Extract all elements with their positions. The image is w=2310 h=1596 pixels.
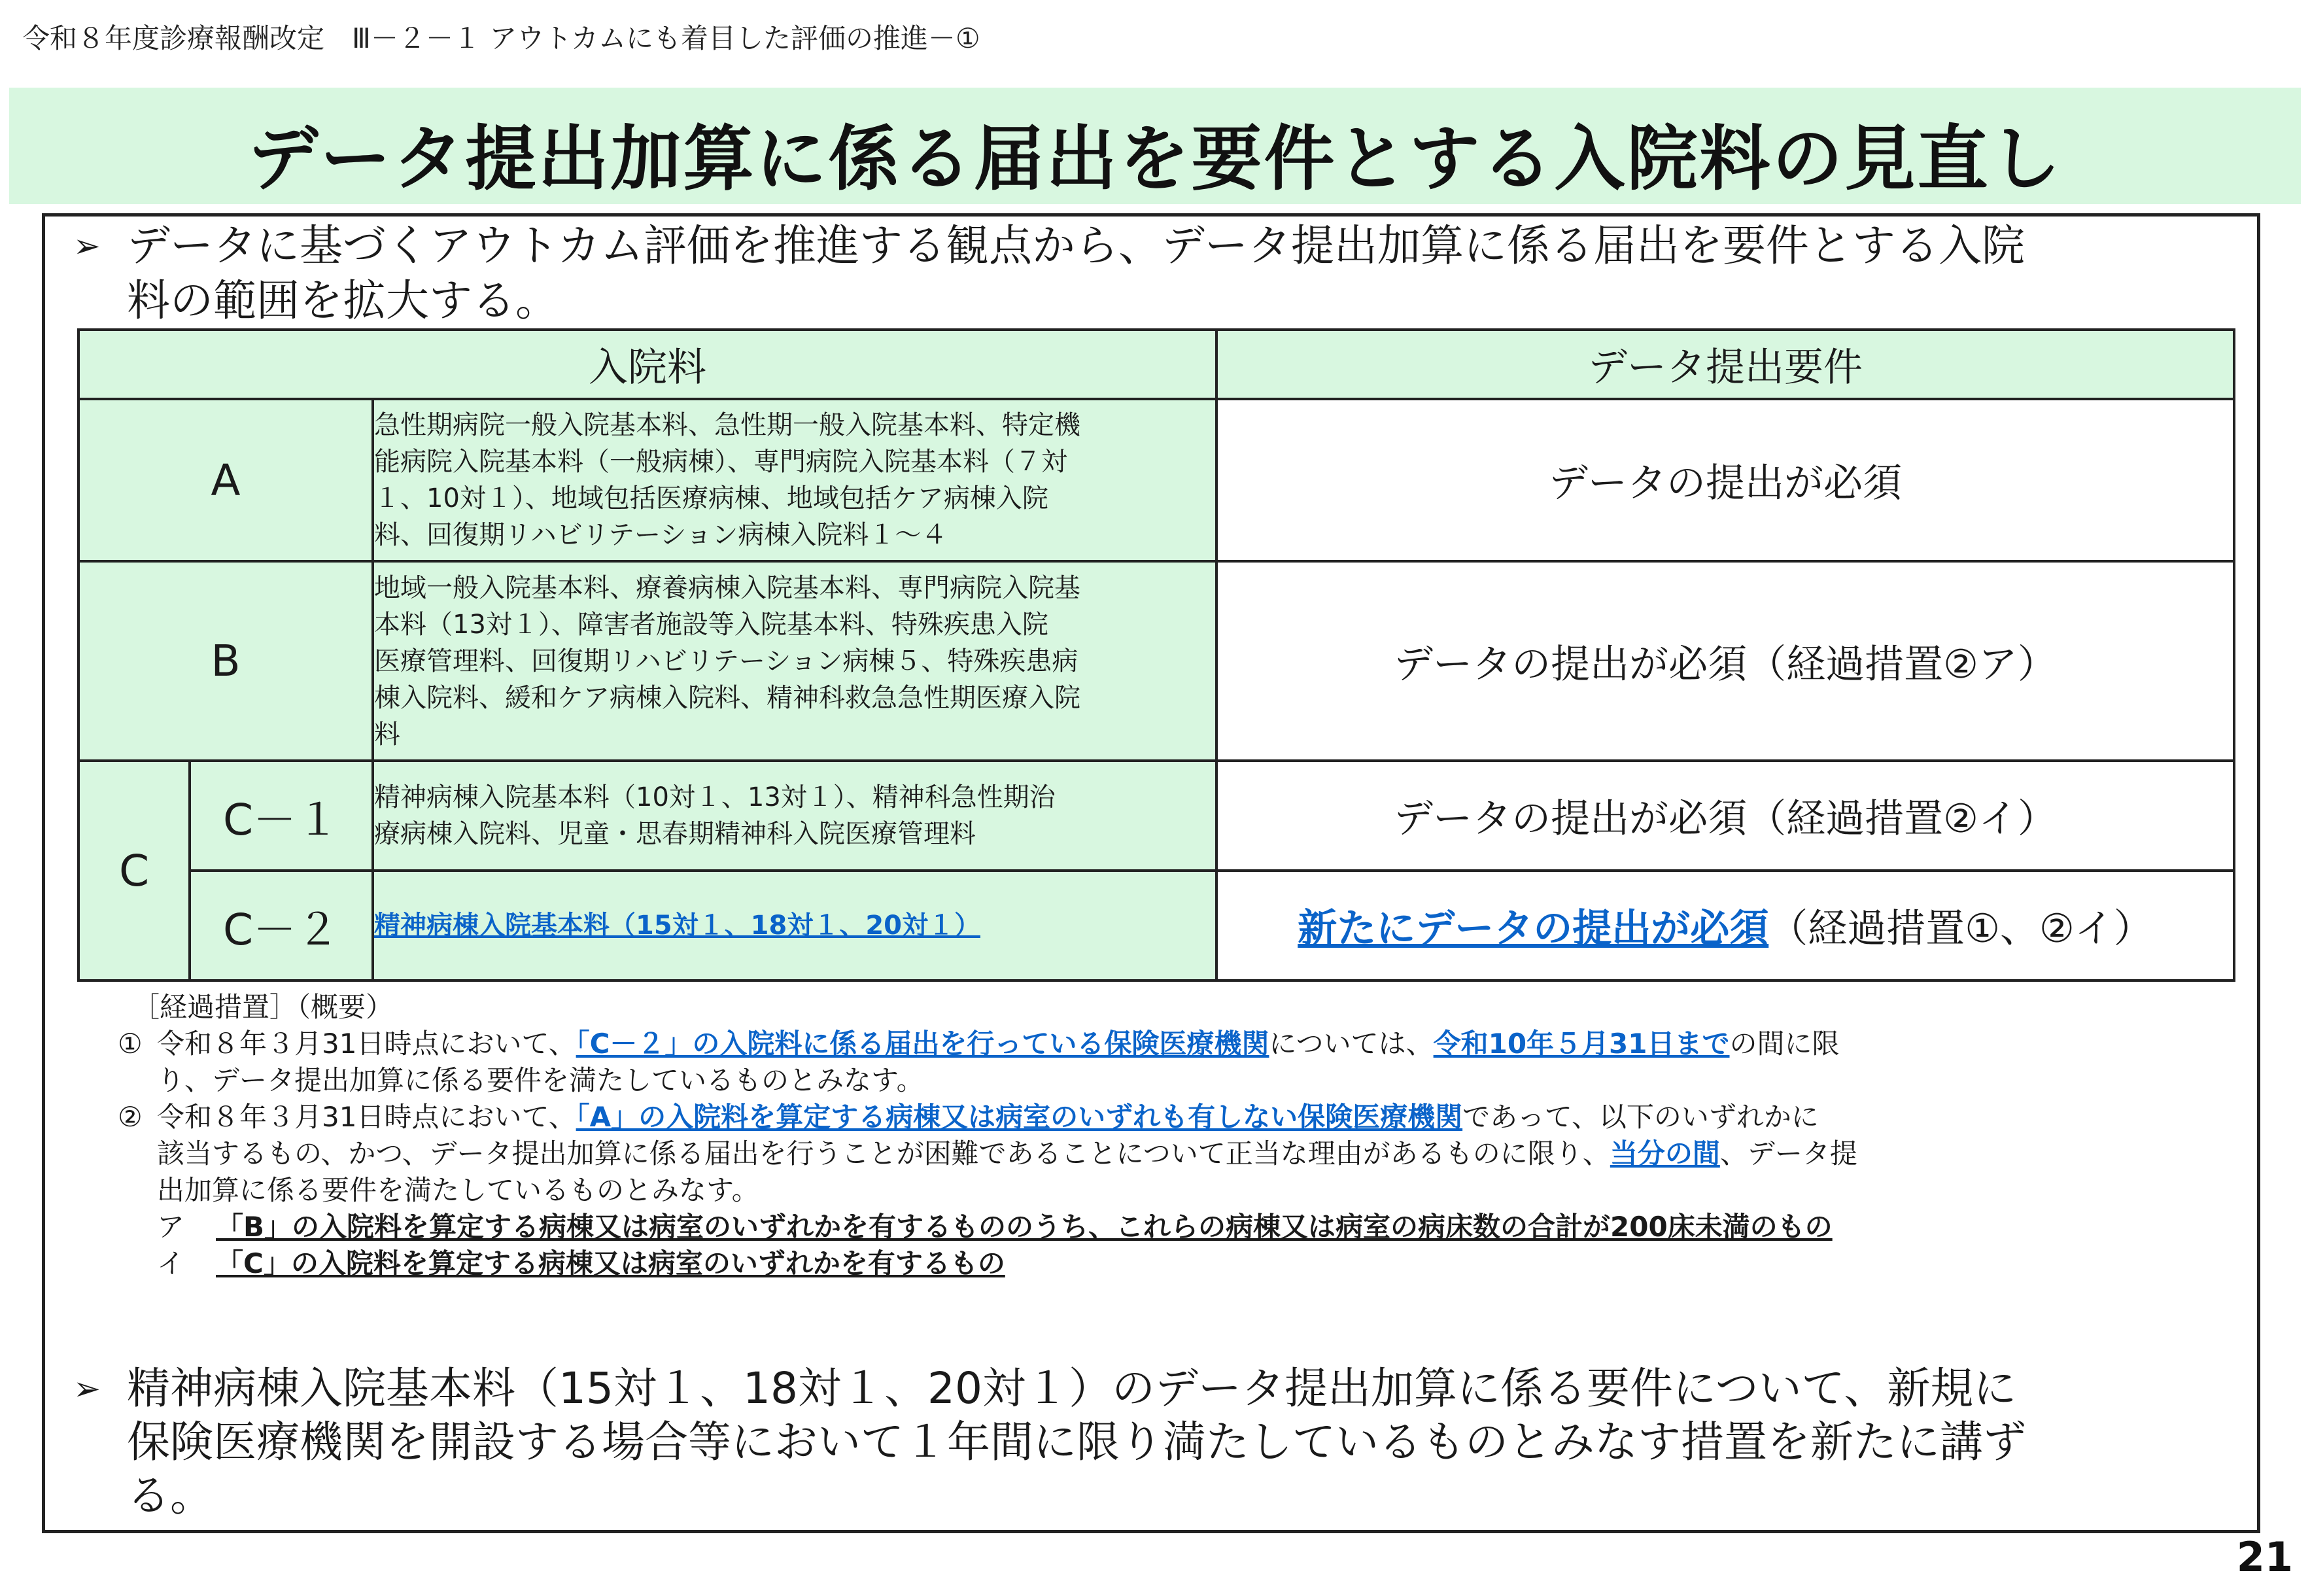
bullet-2 [73,1362,2232,1523]
transitional-measures [98,989,2237,1282]
item-a-text: 「B」の入院料を算定する病棟又は病室のいずれかを有するもののうち、これらの病棟又は病室の病床数の合計が200床未満のもの [216,1211,1833,1243]
requirement-c2-highlight: 新たにデータの提出が必須 [1298,906,1769,952]
group-label-c: C [78,761,190,980]
table-row-a [78,399,2234,561]
bullet-2-line-2: 保険医療機関を開設する場合等において１年間に限り満たしているものとみなす措置を新たに講ず [127,1417,2026,1467]
table-header-row [78,330,2234,399]
requirement-b: データの提出が必須（経過措置②ア） [1216,561,2234,761]
notes-heading: ［経過措置］（概要） [132,991,394,1023]
note-2-highlight-a: 「A」の入院料を算定する病棟又は病室のいずれも有しない保険医療機関 [576,1101,1463,1133]
bullet-1-line-2: 料の範囲を拡大する。 [127,275,559,326]
hospital-fee-table [77,328,2235,982]
page-number: 21 [2236,1533,2293,1581]
sub-label-c2: C－２ [190,871,373,980]
description-b-line-1: 地域一般入院基本料、療養病棟入院基本料、専門病院入院基 [374,572,1080,603]
sub-label-c1: C－１ [190,761,373,871]
group-label-a: A [78,399,373,561]
requirement-c2-rest: （経過措置①、②イ） [1768,906,2153,952]
page-title: データ提出加算に係る届出を要件とする入院料の見直し [247,118,2063,200]
note-2-item-i [157,1245,2237,1282]
column-header-requirement: データ提出要件 [1216,330,2234,399]
description-c1 [373,761,1216,871]
requirement-c1: データの提出が必須（経過措置②イ） [1216,761,2234,871]
note-1-text-c: の間に限 [1729,1028,1840,1060]
note-1-highlight-b: 令和10年５月31日まで [1433,1028,1730,1060]
group-label-b: B [78,561,373,761]
table-row-c2 [78,871,2234,980]
note-1-text-a: 令和８年３月31日時点において、 [157,1028,576,1060]
description-b-line-5: 料 [374,719,400,750]
description-b [373,561,1216,761]
description-a-line-4: 料、回復期リハビリテーション病棟入院料１～４ [374,520,948,550]
bullet-1 [73,218,2232,328]
column-header-fee: 入院料 [78,330,1216,399]
note-1-text-b: については、 [1269,1028,1434,1060]
note-1-line-2: り、データ提出加算に係る要件を満たしているものとみなす。 [157,1064,924,1096]
description-c1-line-1: 精神病棟入院基本料（10対１、13対１）、精神科急性期治 [374,782,1056,812]
note-2-line-3: 出加算に係る要件を満たしているものとみなす。 [157,1174,759,1206]
description-b-line-2: 本料（13対１）、障害者施設等入院基本料、特殊疾患入院 [374,609,1048,640]
breadcrumb: 令和８年度診療報酬改定 Ⅲ－２－１ アウトカムにも着目した評価の推進－① [22,22,980,54]
description-c2-highlight: 精神病棟入院基本料（15対１、18対１、20対１） [374,911,980,941]
note-2-item-a [157,1209,2237,1245]
table-row-c1 [78,761,2234,871]
note-2 [98,1099,2237,1209]
note-1-number: ① [118,1028,143,1060]
description-a [373,399,1216,561]
note-2-line-2b: 、データ提 [1719,1137,1857,1170]
description-a-line-2: 能病院入院基本料（一般病棟）、専門病院入院基本料（７対 [374,447,1067,477]
note-2-line-2a: 該当するもの、かつ、データ提出加算に係る届出を行うことが困難であることについて正当な理由があるものに限り、 [157,1137,1610,1170]
bullet-2-line-1: 精神病棟入院基本料（15対１、18対１、20対１）のデータ提出加算に係る要件について、新規に [127,1363,2017,1414]
requirement-a: データの提出が必須 [1216,399,2234,561]
note-2-text-a: 令和８年３月31日時点において、 [157,1101,576,1133]
item-i-label: イ [157,1247,185,1279]
description-a-line-3: １、10対１）、地域包括医療病棟、地域包括ケア病棟入院 [374,483,1048,513]
item-a-label: ア [157,1211,185,1243]
requirement-c2 [1216,871,2234,980]
item-i-text: 「C」の入院料を算定する病棟又は病室のいずれかを有するもの [216,1247,1005,1279]
description-c1-line-2: 療病棟入院料、児童・思春期精神科入院医療管理料 [374,819,976,849]
table-row-b [78,561,2234,761]
note-2-highlight-b: 当分の間 [1610,1137,1720,1170]
note-2-number: ② [118,1101,143,1133]
description-a-line-1: 急性期病院一般入院基本料、急性期一般入院基本料、特定機 [374,410,1080,440]
note-1-highlight-a: 「C－２」の入院料に係る届出を行っている保険医療機関 [576,1028,1269,1060]
bullet-1-line-1: データに基づくアウトカム評価を推進する観点から、データ提出加算に係る届出を要件とする入院 [127,220,2026,271]
description-b-line-4: 棟入院料、緩和ケア病棟入院料、精神科救急急性期医療入院 [374,682,1080,713]
bullet-2-line-3: る。 [127,1470,213,1521]
note-2-text-b: であって、以下のいずれかに [1462,1101,1819,1133]
description-b-line-3: 医療管理料、回復期リハビリテーション病棟５、特殊疾患病 [374,646,1078,676]
note-1 [98,1026,2237,1099]
arrow-icon: ➢ [73,1370,101,1408]
title-band [9,88,2301,204]
description-c2 [373,871,1216,980]
arrow-icon: ➢ [73,227,101,265]
